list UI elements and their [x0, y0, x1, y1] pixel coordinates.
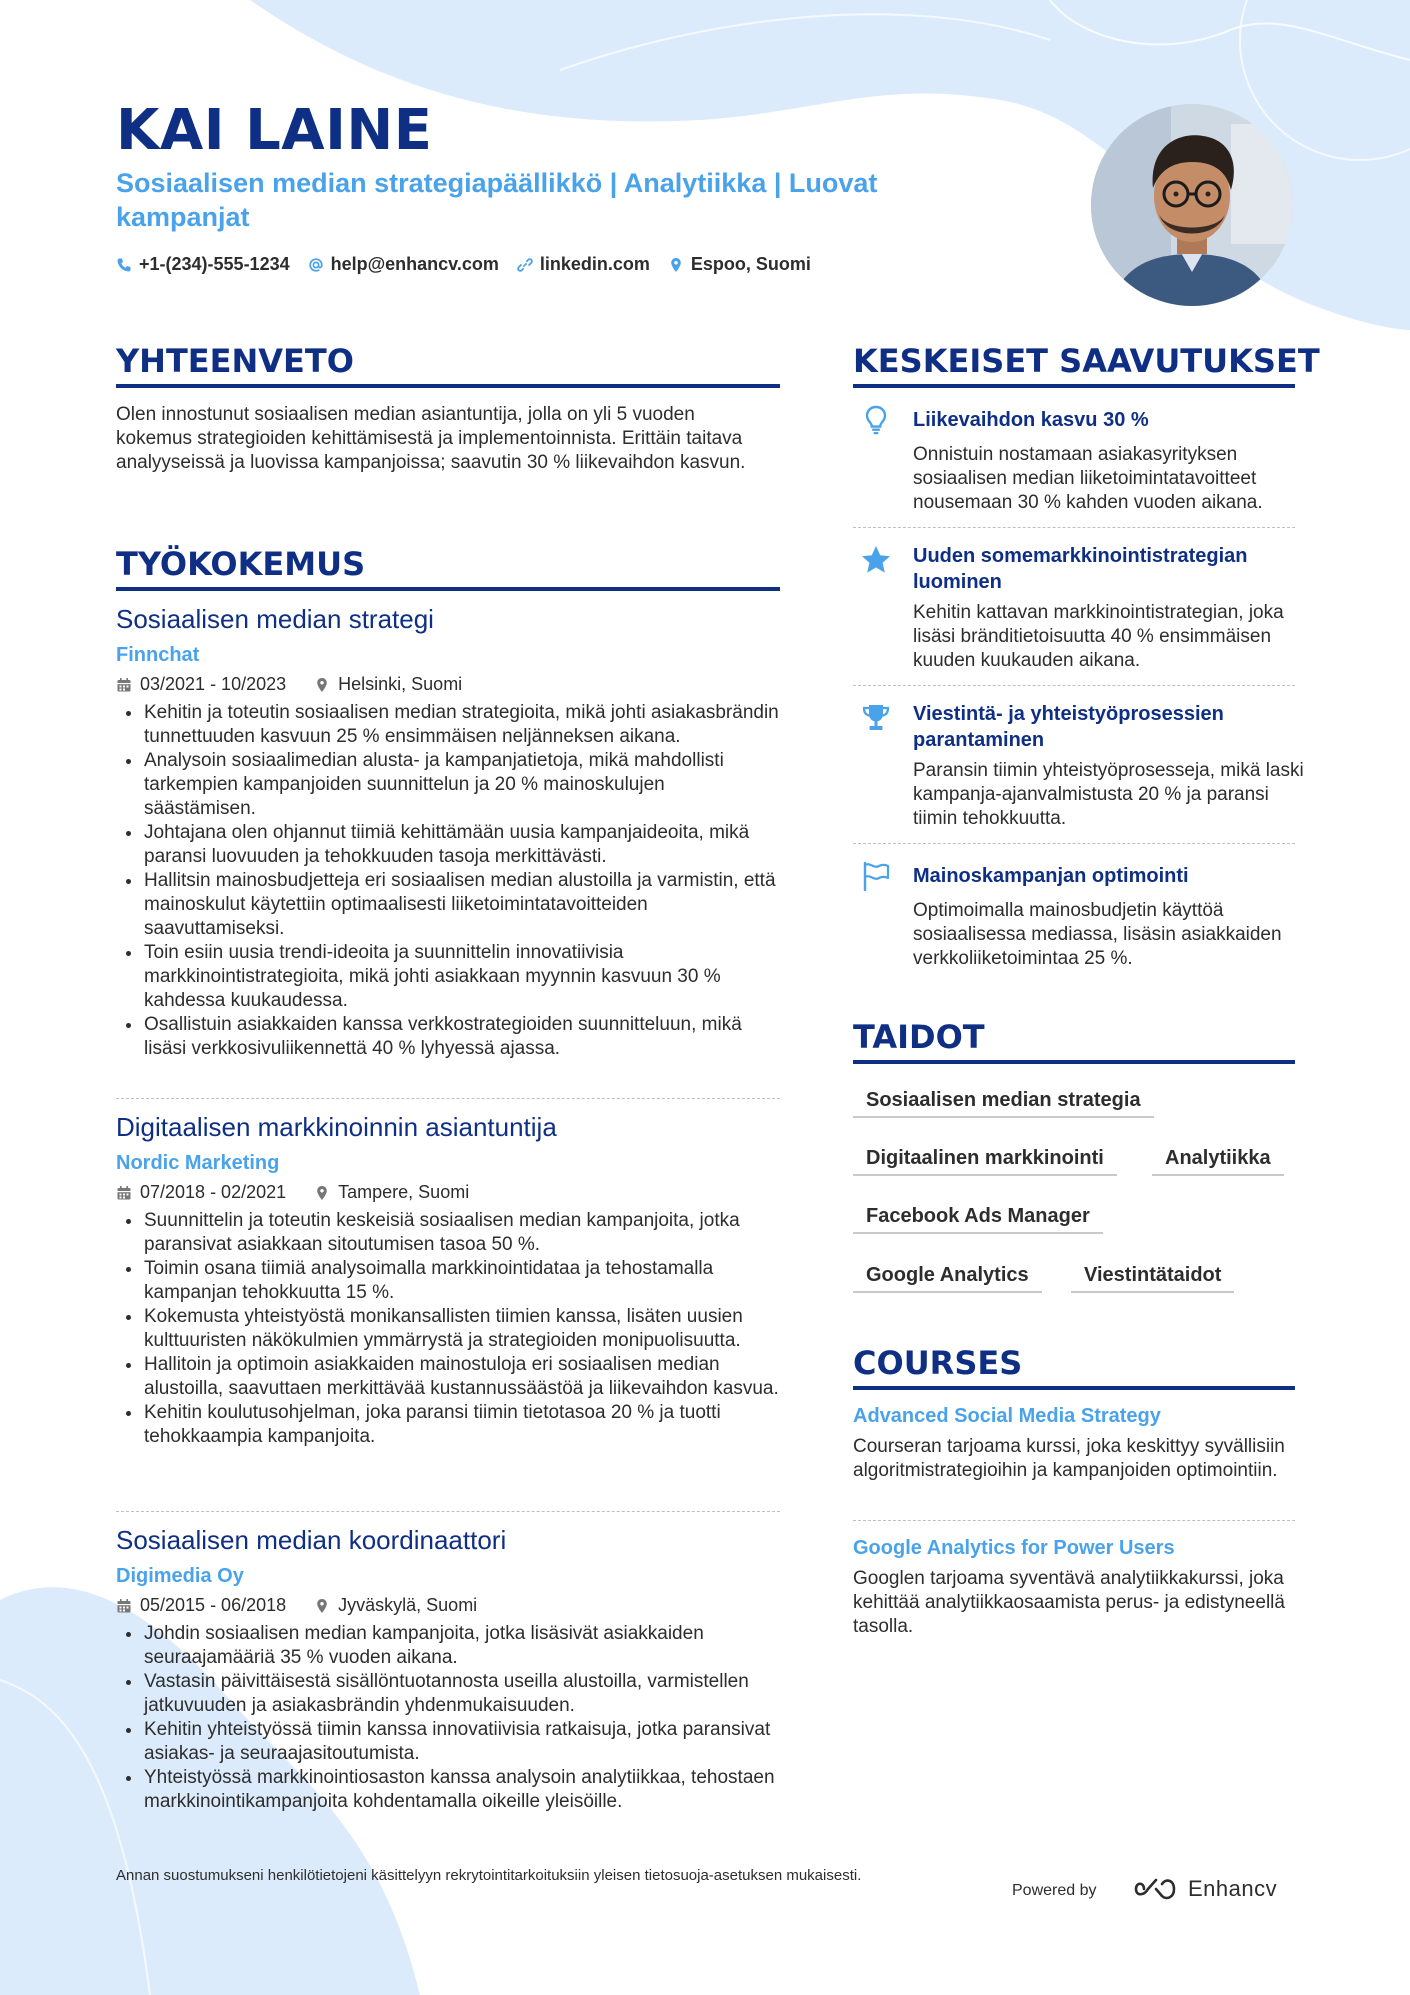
achievements-title: KESKEISET SAAVUTUKSET	[853, 342, 1320, 380]
achievement-separator	[853, 843, 1295, 844]
achievement-2-title: Uuden somemarkkinointistrategian luominen	[913, 545, 1248, 593]
contact-email[interactable]	[308, 254, 499, 275]
link-icon	[517, 257, 533, 273]
job-1-meta	[116, 674, 462, 695]
course-1-text: Courseran tarjoama kurssi, joka keskittyy syvällisiin algoritmistrategioihin ja kampanjoiden optimointiin.	[853, 1436, 1285, 1481]
job-1-company: Finnchat	[116, 644, 200, 666]
job-2-location-text: Tampere, Suomi	[338, 1182, 470, 1202]
skill-tag: Google Analytics	[853, 1257, 1042, 1293]
achievement-1-text: Onnistuin nostamaan asiakasyrityksen sosiaalisen median liiketoimintatavoitteet nousemaan 30 % kahden vuoden aikana.	[913, 444, 1263, 513]
job-1-dates-text: 03/2021 - 10/2023	[140, 674, 287, 694]
achievement-3-title: Viestintä- ja yhteistyöprosessien parantaminen	[913, 703, 1224, 751]
list-item: Suunnittelin ja toteutin keskeisiä sosiaalisen median kampanjoita, jotka paransivat asiakkaan sitoutumisen tasoa 50 %.	[116, 1209, 781, 1257]
achievements-rule	[853, 384, 1295, 388]
job-2-bullets	[116, 1209, 781, 1449]
list-item: Vastasin päivittäisestä sisällöntuotannosta useilla alustoilla, varmistellen jatkuvuuden ja asiakasbrändin yhdenmukaisuuden.	[116, 1670, 781, 1718]
list-item: Hallitsin mainosbudjetteja eri sosiaalisen median alustoilla ja varmistin, että mainoskulut käytettiin optimaalisesti liiketoimintatavoitteiden saavuttamiseksi.	[116, 869, 781, 941]
list-item: Toimin osana tiimiä analysoimalla markkinointidataa ja tehostamalla kampanjan tehokkuutta 15 %.	[116, 1257, 781, 1305]
enhancv-logo[interactable]	[1132, 1876, 1277, 1902]
skills-rule	[853, 1060, 1295, 1064]
powered-by-label: Powered by	[1012, 1882, 1097, 1899]
list-item: Yhteistyössä markkinointiosaston kanssa analysoin analytiikkaa, tehostaen markkinointikampanjoita kohdentamalla oikeille yleisöille.	[116, 1766, 781, 1814]
skill-tag: Facebook Ads Manager	[853, 1198, 1103, 1234]
location-pin-icon	[668, 257, 684, 273]
job-3-location-text: Jyväskylä, Suomi	[338, 1595, 478, 1615]
list-item: Analysoin sosiaalimedian alusta- ja kampanjatietoja, mikä mahdollisti tarkempien kampanjoiden suunnittelun ja 20 % mainoskulujen säästämisen.	[116, 749, 781, 821]
job-2-meta	[116, 1182, 469, 1203]
calendar-icon	[116, 1598, 132, 1614]
gdpr-consent-note: Annan suostumukseni henkilötietojeni käsittelyyn rekrytointitarkoituksiin yleisen tietosuoja-asetuksen mukaisesti.	[116, 1867, 862, 1884]
job-separator	[116, 1098, 780, 1099]
list-item: Kokemusta yhteistyöstä monikansallisten tiimien kanssa, lisäten uusien kulttuuristen näkökulmien ymmärrystä ja strategioiden monipuolisuutta.	[116, 1305, 781, 1353]
achievement-4-title: Mainoskampanjan optimointi	[913, 865, 1189, 887]
at-icon	[308, 257, 324, 273]
contact-email-text: help@enhancv.com	[330, 254, 499, 274]
job-1-location	[314, 674, 462, 695]
contact-linkedin-text: linkedin.com	[539, 254, 650, 274]
enhancv-infinity-icon	[1132, 1876, 1178, 1902]
list-item: Kehitin yhteistyössä tiimin kanssa innovatiivisia ratkaisuja, jotka paransivat asiakas- ja seuraajasitoutumista.	[116, 1718, 781, 1766]
list-item: Johdin sosiaalisen median kampanjoita, jotka lisäsivät asiakkaiden seuraajamääriä 35 % vuoden aikana.	[116, 1622, 781, 1670]
job-2-location	[314, 1182, 469, 1203]
job-3-dates	[116, 1595, 286, 1616]
job-2-dates	[116, 1182, 286, 1203]
job-3-bullets	[116, 1622, 781, 1814]
courses-title: COURSES	[853, 1344, 1023, 1382]
summary-title: YHTEENVETO	[116, 342, 354, 380]
list-item: Hallitoin ja optimoin asiakkaiden mainostuloja eri sosiaalisen median alustoilla, saavuttaen merkittävää kustannussäästöä ja liikevaihdon kasvua.	[116, 1353, 781, 1401]
job-2-company: Nordic Marketing	[116, 1152, 280, 1174]
achievement-2-text: Kehitin kattavan markkinointistrategian, joka lisäsi bränditietoisuutta 40 % ensimmäisen kuuden kuukauden aikana.	[913, 602, 1284, 671]
job-3-dates-text: 05/2015 - 06/2018	[140, 1595, 287, 1615]
achievement-3-text: Paransin tiimin yhteistyöprosesseja, mikä laski kampanja-ajanvalmistusta 20 % ja paransi tiimin tehokkuutta.	[913, 760, 1304, 829]
contact-bar	[116, 254, 811, 275]
list-item: Kehitin koulutusohjelman, joka paransi tiimin tietotasoa 20 % ja tuotti tehokkaampia kampanjoita.	[116, 1401, 781, 1449]
location-pin-icon	[314, 1185, 330, 1201]
brand-name: Enhancv	[1188, 1876, 1278, 1901]
achievement-separator	[853, 685, 1295, 686]
lightbulb-icon	[860, 404, 892, 436]
location-pin-icon	[314, 677, 330, 693]
location-pin-icon	[314, 1598, 330, 1614]
calendar-icon	[116, 677, 132, 693]
avatar	[1091, 104, 1293, 306]
skill-tag: Analytiikka	[1152, 1140, 1284, 1176]
phone-icon	[116, 257, 132, 273]
skill-tag: Digitaalinen markkinointi	[853, 1140, 1117, 1176]
flag-icon	[860, 860, 892, 892]
headline: Sosiaalisen median strategiapäällikkö | Analytiikka | Luovat kampanjat	[116, 168, 878, 232]
candidate-name: KAI LAINE	[116, 98, 433, 163]
job-2-dates-text: 07/2018 - 02/2021	[140, 1182, 287, 1202]
job-1-location-text: Helsinki, Suomi	[338, 674, 463, 694]
job-3-company: Digimedia Oy	[116, 1565, 244, 1587]
experience-rule	[116, 587, 780, 591]
course-1-title: Advanced Social Media Strategy	[853, 1405, 1161, 1427]
summary-text: Olen innostunut sosiaalisen median asiantuntija, jolla on yli 5 vuoden kokemus strategioiden kehittämisestä ja implementoinnista. Erittäin taitava analyyseissä ja luovissa kampanjoissa; saavutin 30 % liikevaihdon kasvun.	[116, 404, 746, 473]
contact-phone-text: +1-(234)-555-1234	[139, 254, 290, 274]
course-separator	[853, 1520, 1295, 1521]
trophy-icon	[860, 702, 892, 734]
achievement-4-text: Optimoimalla mainosbudjetin käyttöä sosiaalisessa mediassa, lisäsin asiakkaiden verkkoliiketoimintaa 25 %.	[913, 900, 1282, 969]
list-item: Johtajana olen ohjannut tiimiä kehittämään uusia kampanjaideoita, mikä paransi luovuuden ja tehokkuuden tasoja merkittävästi.	[116, 821, 781, 869]
achievement-1-title: Liikevaihdon kasvu 30 %	[913, 409, 1149, 431]
job-3-role: Sosiaalisen median koordinaattori	[116, 1525, 507, 1555]
list-item: Toin esiin uusia trendi-ideoita ja suunnittelin innovatiivisia markkinointistrategioita, mikä johti asiakkaan myynnin kasvuun 30 % kahdessa kuukaudessa.	[116, 941, 781, 1013]
experience-title: TYÖKOKEMUS	[116, 545, 366, 583]
star-icon	[860, 544, 892, 576]
courses-rule	[853, 1386, 1295, 1390]
course-2-title: Google Analytics for Power Users	[853, 1537, 1175, 1559]
contact-phone[interactable]	[116, 254, 290, 275]
job-separator	[116, 1511, 780, 1512]
calendar-icon	[116, 1185, 132, 1201]
contact-location-text: Espoo, Suomi	[690, 254, 811, 274]
job-2-role: Digitaalisen markkinoinnin asiantuntija	[116, 1112, 557, 1142]
list-item: Kehitin ja toteutin sosiaalisen median strategioita, mikä johti asiakasbrändin tunnettuuden kasvuun 25 % ensimmäisen neljänneksen aikana.	[116, 701, 781, 749]
skill-tag: Viestintätaidot	[1071, 1257, 1234, 1293]
contact-location	[668, 254, 811, 275]
list-item: Osallistuin asiakkaiden kanssa verkkostrategioiden suunnitteluun, mikä lisäsi verkkosivuliikennettä 40 % lyhyessä ajassa.	[116, 1013, 781, 1061]
job-1-bullets	[116, 701, 781, 1061]
course-2-text: Googlen tarjoama syventävä analytiikkakurssi, joka kehittää analytiikkaosaamista perus- ja edistyneellä tasolla.	[853, 1568, 1285, 1637]
skill-tag: Sosiaalisen median strategia	[853, 1082, 1154, 1118]
skills-title: TAIDOT	[853, 1018, 985, 1056]
job-3-meta	[116, 1595, 477, 1616]
job-1-role: Sosiaalisen median strategi	[116, 604, 434, 634]
job-1-dates	[116, 674, 286, 695]
contact-linkedin[interactable]	[517, 254, 650, 275]
achievement-separator	[853, 527, 1295, 528]
summary-rule	[116, 384, 780, 388]
job-3-location	[314, 1595, 477, 1616]
